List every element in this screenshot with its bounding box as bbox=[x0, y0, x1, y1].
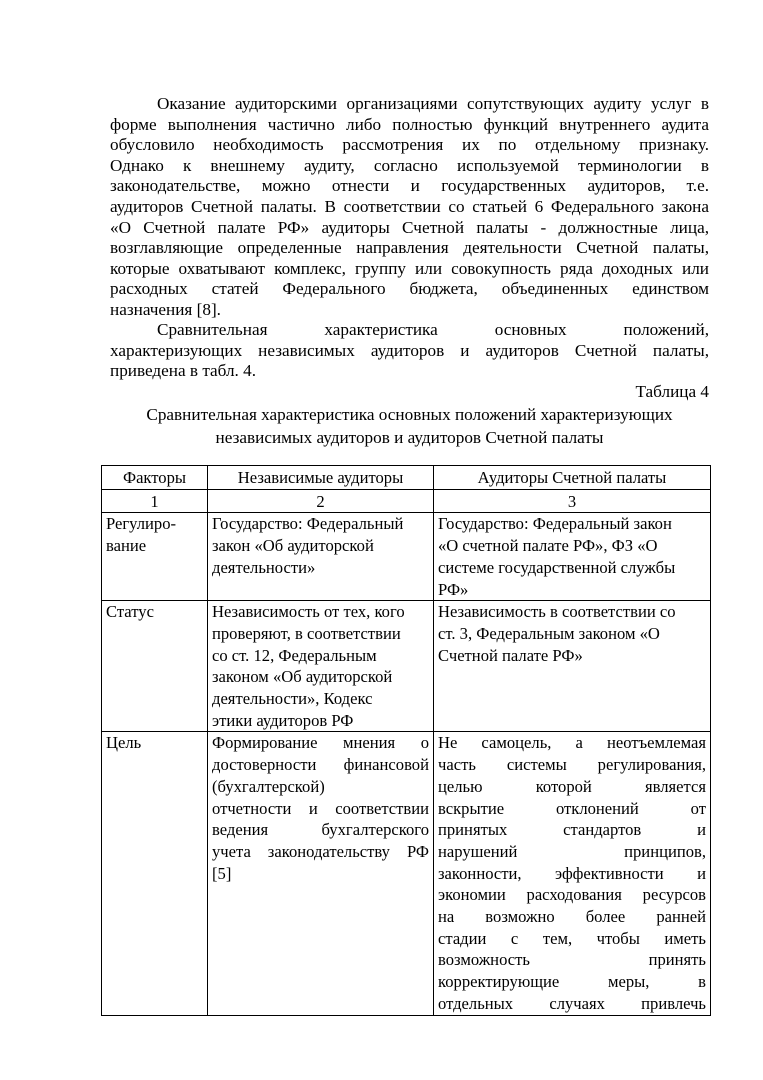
text-line: которые охватывают комплекс, группу или совокупность ряда доходных или bbox=[110, 258, 709, 278]
chamber-cell bbox=[434, 601, 711, 732]
text-line: обусловило необходимость рассмотрения их по отдельному признаку. bbox=[110, 135, 709, 155]
table-row-goal bbox=[102, 732, 711, 1015]
text-line: Сравнительная характеристика основных положений, bbox=[157, 320, 709, 339]
cell-line: ст. 3, Федеральным законом «О bbox=[438, 623, 660, 643]
paragraph-external-audit bbox=[110, 94, 709, 321]
factor-cell bbox=[102, 513, 208, 601]
cell-line: Не самоцель, а неотъемлемая bbox=[438, 733, 706, 753]
cell-line: законности, эффективности и bbox=[438, 863, 706, 883]
caption-line: независимых аудиторов и аудиторов Счетной палаты bbox=[215, 428, 604, 447]
cell-line: вание bbox=[106, 536, 147, 556]
cell-line: вскрытие отклонений от bbox=[438, 798, 706, 818]
factor-cell bbox=[102, 601, 208, 732]
independent-cell bbox=[208, 601, 434, 732]
cell-line: корректирующие меры, в bbox=[438, 972, 706, 992]
cell-line: достоверности финансовой bbox=[212, 755, 429, 775]
header-cell-chamber: Аудиторы Счетной палаты bbox=[434, 466, 711, 490]
cell-line: Счетной палате РФ» bbox=[438, 645, 583, 665]
cell-line: (бухгалтерской) bbox=[212, 776, 325, 796]
independent-cell bbox=[208, 732, 434, 1015]
cell-line: нарушений принципов, bbox=[438, 841, 706, 861]
text-line: аудиторов Счетной палаты. В соответствии со статьей 6 Федерального закона bbox=[110, 196, 709, 216]
cell-line: стадии с тем, чтобы иметь bbox=[438, 928, 706, 948]
header-cell-independent: Независимые аудиторы bbox=[208, 466, 434, 490]
paragraph-comparison-intro bbox=[110, 320, 709, 382]
independent-cell bbox=[208, 513, 434, 601]
number-cell: 1 bbox=[102, 489, 208, 513]
cell-line: Формирование мнения о bbox=[212, 733, 429, 753]
text-line: «О Счетной палате РФ» аудиторы Счетной палаты - должностные лица, bbox=[110, 217, 709, 237]
table-number-label: Таблица 4 bbox=[635, 382, 709, 401]
cell-line: Государство: Федеральный bbox=[212, 514, 404, 534]
table-row-status bbox=[102, 601, 711, 732]
cell-line: законом «Об аудиторской bbox=[212, 667, 393, 687]
factor-cell bbox=[102, 732, 208, 1015]
cell-line: Независимость в соответствии со bbox=[438, 602, 676, 622]
comparison-table bbox=[101, 465, 711, 1016]
chamber-cell bbox=[434, 732, 711, 1015]
cell-line: деятельности» bbox=[212, 557, 316, 577]
text-line: расходных статей Федерального бюджета, объединенных единством bbox=[110, 279, 709, 299]
table-number-row bbox=[102, 489, 711, 513]
cell-line: на возможно более ранней bbox=[438, 907, 706, 927]
cell-line: целью которой является bbox=[438, 776, 706, 796]
cell-line: Регулиро- bbox=[106, 514, 177, 534]
text-line: законодательстве, можно отнести и государственных аудиторов, т.е. bbox=[110, 176, 709, 196]
caption-line: Сравнительная характеристика основных положений характеризующих bbox=[146, 405, 673, 424]
header-cell-factors: Факторы bbox=[102, 466, 208, 490]
cell-line: Цель bbox=[106, 733, 142, 753]
cell-line: со ст. 12, Федеральным bbox=[212, 645, 377, 665]
cell-line: системе государственной службы bbox=[438, 557, 676, 577]
cell-line: проверяют, в соответствии bbox=[212, 623, 401, 643]
cell-line: отчетности и соответствии bbox=[212, 798, 429, 818]
cell-line: закон «Об аудиторской bbox=[212, 536, 374, 556]
cell-line: учета законодательству РФ bbox=[212, 841, 429, 861]
text-line: назначения [8]. bbox=[110, 299, 221, 319]
cell-line: [5] bbox=[212, 863, 232, 883]
text-line: приведена в табл. 4. bbox=[110, 361, 257, 381]
cell-line: принятых стандартов и bbox=[438, 820, 706, 840]
cell-line: Статус bbox=[106, 602, 154, 622]
text-line: Однако к внешнему аудиту, согласно используемой терминологии в bbox=[110, 155, 709, 175]
number-cell: 2 bbox=[208, 489, 434, 513]
cell-line: часть системы регулирования, bbox=[438, 755, 706, 775]
cell-line: Государство: Федеральный закон bbox=[438, 514, 672, 534]
number-cell: 3 bbox=[434, 489, 711, 513]
cell-line: деятельности», Кодекс bbox=[212, 689, 373, 709]
cell-line: этики аудиторов РФ bbox=[212, 710, 354, 730]
cell-line: экономии расходования ресурсов bbox=[438, 885, 706, 905]
text-line: характеризующих независимых аудиторов и аудиторов Счетной палаты, bbox=[110, 340, 709, 360]
text-line: Оказание аудиторскими организациями сопутствующих аудиту услуг в bbox=[157, 94, 709, 113]
cell-line: Независимость от тех, кого bbox=[212, 602, 405, 622]
cell-line: РФ» bbox=[438, 579, 469, 599]
text-line: возглавляющие определенные направления деятельности Счетной палаты, bbox=[110, 238, 709, 258]
cell-line: «О счетной палате РФ», ФЗ «О bbox=[438, 536, 658, 556]
text-line: форме выполнения частично либо полностью функций внутреннего аудита bbox=[110, 114, 709, 134]
table-row-regulation bbox=[102, 513, 711, 601]
chamber-cell bbox=[434, 513, 711, 601]
cell-line: ведения бухгалтерского bbox=[212, 820, 429, 840]
cell-line: возможность принять bbox=[438, 950, 706, 970]
table-header-row bbox=[102, 466, 711, 490]
table-caption bbox=[110, 403, 709, 449]
cell-line: отдельных случаях привлечь bbox=[438, 993, 706, 1013]
